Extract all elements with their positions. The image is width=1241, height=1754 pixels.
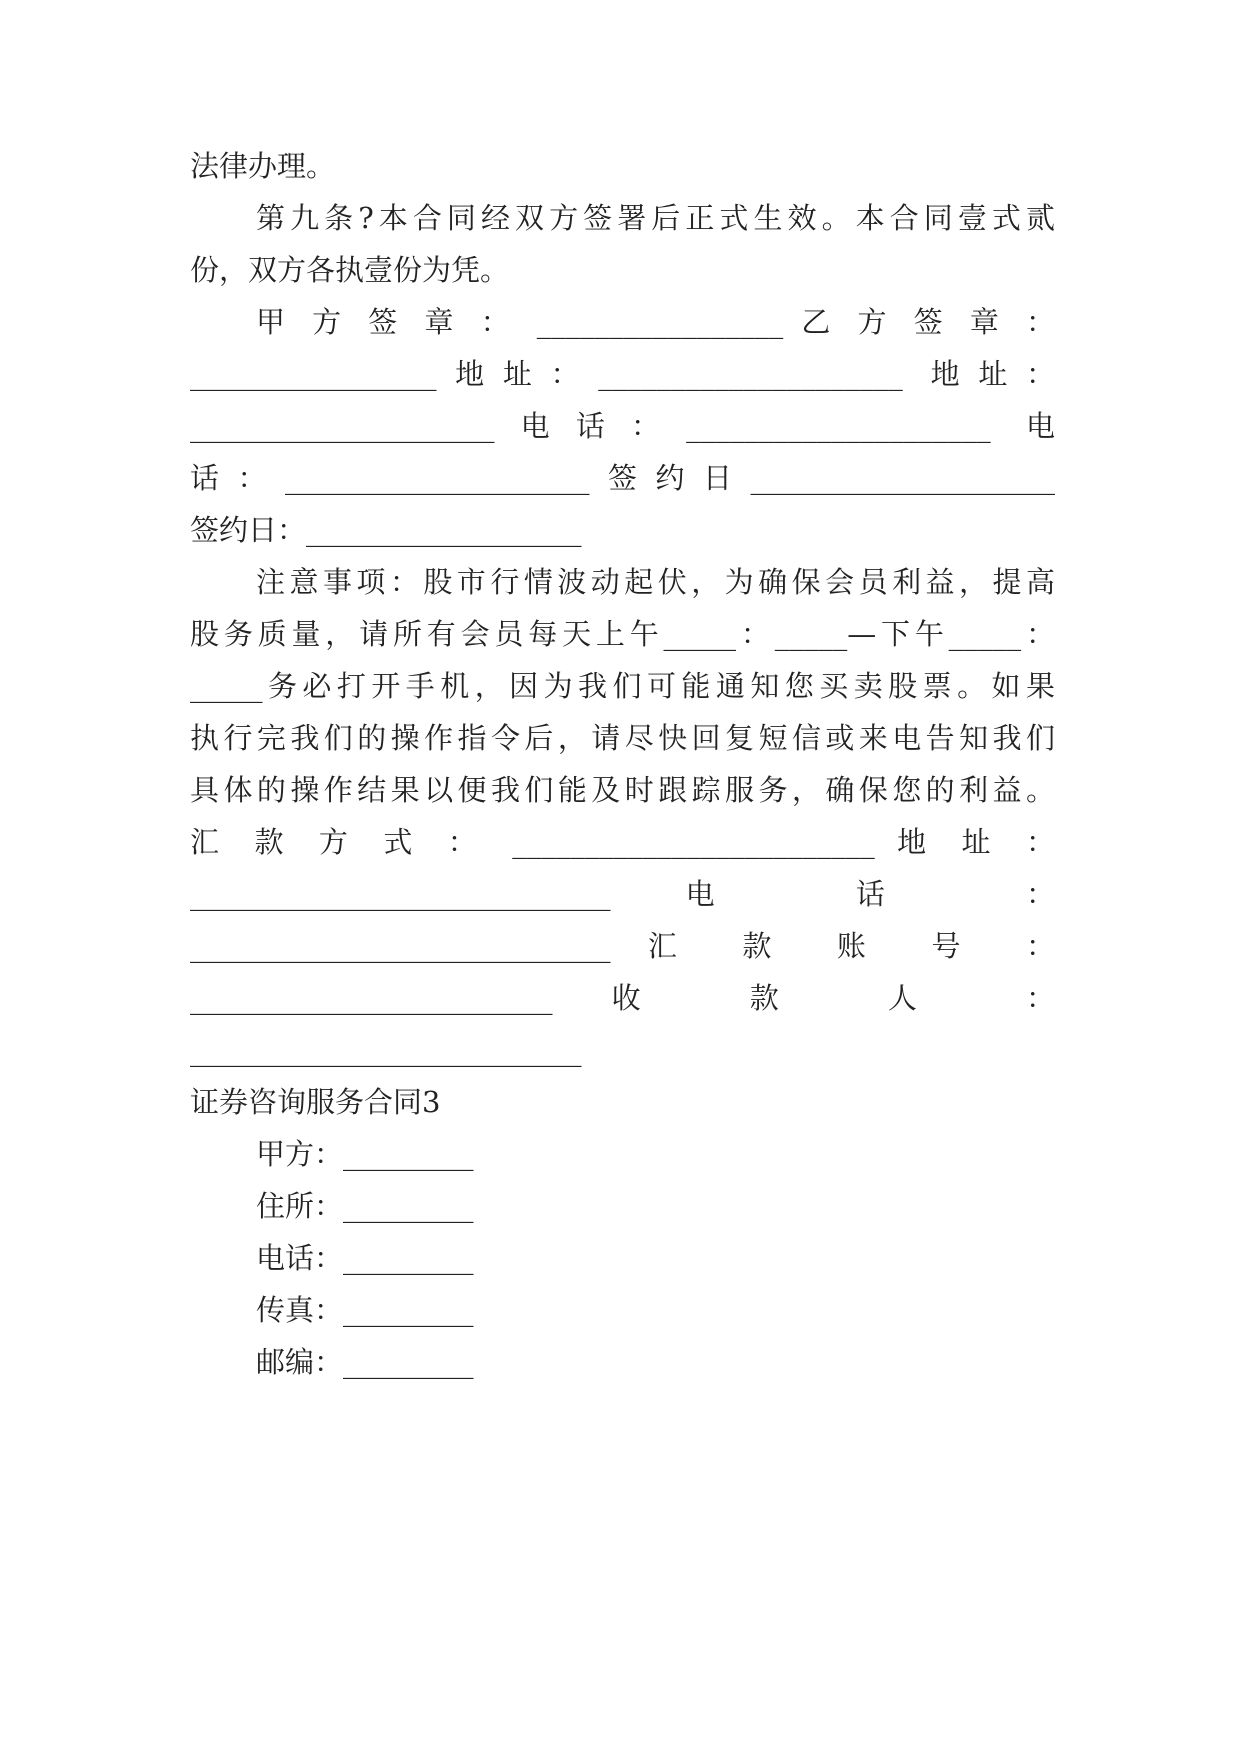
address-field: 住所：_________	[256, 1189, 474, 1223]
postcode-field: 邮编：_________	[256, 1345, 474, 1379]
fax-field: 传真：_________	[256, 1293, 474, 1327]
phone-field: 电话：_________	[256, 1241, 474, 1275]
sign-date-line: 签约日：___________________	[190, 513, 582, 547]
remittance-method-line: 汇 款 方 式 ： _________________________ 地 址 ：	[190, 825, 1055, 859]
blank-line: ___________________________	[190, 1033, 582, 1067]
notice-line: _____务必打开手机，因为我们可能通知您买卖股票。如果	[190, 669, 1055, 703]
payee-line: _________________________ 收 款 人 ：	[190, 981, 1055, 1015]
text-line: 法律办理。	[190, 149, 336, 183]
text-line: 第九条?本合同经双方签署后正式生效。本合同壹式贰	[256, 201, 1055, 235]
address-line: _________________地址：_____________________ 地址：	[190, 357, 1055, 391]
phone-sign-date-line: 话：_____________________签约日_____________________	[190, 461, 1055, 495]
remittance-phone-line: _____________________________ 电 话 ：	[190, 877, 1055, 911]
notice-line: 股务质量，请所有会员每天上午_____：_____—下午_____：	[190, 617, 1055, 651]
notice-line: 具体的操作结果以便我们能及时跟踪服务，确保您的利益。	[190, 773, 1055, 807]
signature-line-party-a: 甲 方 签 章 ： _________________ 乙 方 签 章 ：	[256, 305, 1055, 339]
phone-line: _____________________电话：_____________________ 电	[190, 409, 1055, 443]
notice-line: 注意事项：股市行情波动起伏，为确保会员利益，提高	[256, 565, 1055, 599]
remittance-account-line: _____________________________ 汇 款 账 号 ：	[190, 929, 1055, 963]
notice-line: 执行完我们的操作指令后，请尽快回复短信或来电告知我们	[190, 721, 1055, 755]
text-line: 份，双方各执壹份为凭。	[190, 253, 510, 287]
section-title: 证券咨询服务合同3	[190, 1085, 441, 1119]
party-a-field: 甲方：_________	[256, 1137, 474, 1171]
